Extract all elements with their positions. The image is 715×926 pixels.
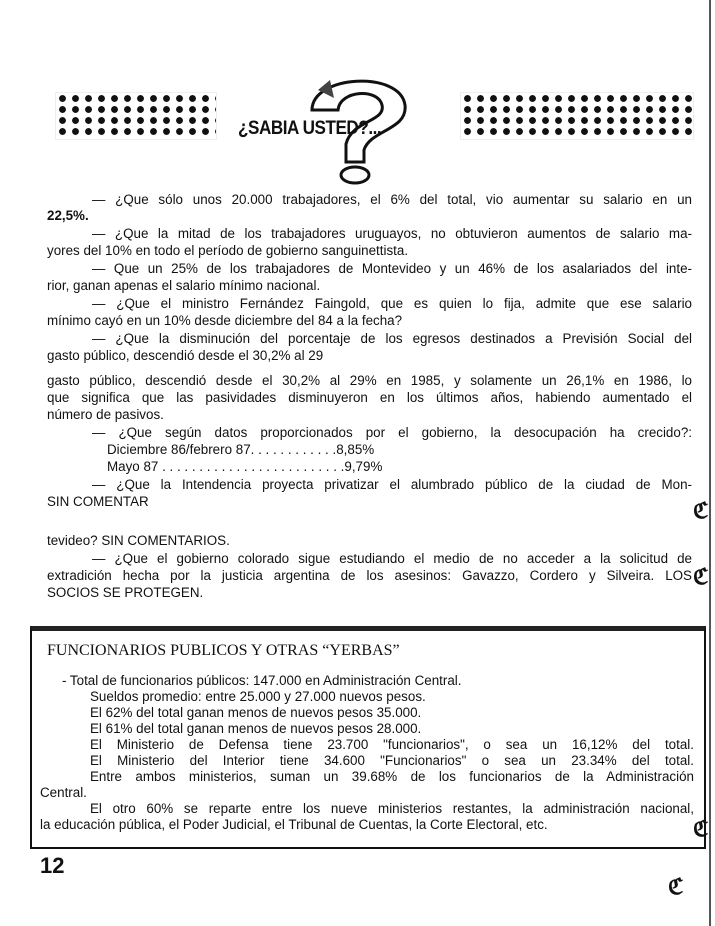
box-line: la educación pública, el Poder Judicial, el Tribunal de Cuentas, la Corte Electoral, etc. (40, 817, 548, 832)
text-line: — ¿Que según datos proporcionados por el gobierno, la desocupación ha crecido?: (92, 425, 692, 440)
box-line: El 62% del total ganan menos de nuevos pesos 35.000. (90, 705, 422, 720)
text-line: — ¿Que sólo unos 20.000 trabajadores, el 6% del total, vio aumentar su salario en un (92, 192, 692, 207)
section-title: ¿SABIA USTED?... (238, 118, 382, 139)
text-line: gasto público, descendió desde el 30,2% al 29 (47, 348, 324, 363)
c-mark-icon: ℭ (668, 874, 684, 899)
text-line: — Que un 25% de los trabajadores de Montevideo y un 46% de los asalariados del inte- (92, 261, 692, 276)
box-title: FUNCIONARIOS PUBLICOS Y OTRAS “YERBAS” (47, 642, 400, 659)
text-line: yores del 10% en todo el período de gobierno sanguinettista. (47, 243, 409, 258)
text-line: gasto público, descendió desde el 30,2% al 29% en 1985, y solamente un 26,1% en 1986, lo (47, 373, 692, 388)
text-line: — ¿Que la mitad de los trabajadores uruguayos, no obtuvieron aumentos de salario ma- (92, 226, 692, 241)
text-line: rior, ganan apenas el salario mínimo nacional. (47, 278, 321, 293)
c-mark-icon: ℭ (693, 564, 709, 589)
box-line: El 61% del total ganan menos de nuevos pesos 28.000. (90, 721, 422, 736)
box-line: El otro 60% se reparte entre los nueve ministerios restantes, la administración nacional, (90, 801, 694, 816)
text-line: — ¿Que la disminución del porcentaje de los egresos destinados a Previsión Social del (92, 331, 692, 346)
c-mark-icon: ℭ (693, 498, 709, 523)
box-line: - Total de funcionarios públicos: 147.000 en Administración Central. (62, 673, 462, 688)
stat-line: Mayo 87 . . . . . . . . . . . . . . . . . . . . . . . . .9,79% (107, 459, 383, 474)
text-line: tevideo? SIN COMENTARIOS. (47, 533, 230, 548)
box-line: Central. (40, 785, 87, 800)
text-line: — ¿Que el gobierno colorado sigue estudiando el medio de no acceder a la solicitud de (92, 551, 692, 566)
text-line: que significa que las pasividades disminuyeron en los últimos años, habiendo aumentado el (47, 390, 692, 405)
text-line: SIN COMENTAR (47, 494, 149, 509)
box-line: El Ministerio de Defensa tiene 23.700 "funcionarios", o sea un 16,12% del total. (90, 737, 694, 752)
stat-line: Diciembre 86/febrero 87. . . . . . . . . . . .8,85% (107, 442, 375, 457)
text-line: — ¿Que el ministro Fernández Faingold, que es quien lo fija, admite que ese salario (92, 296, 692, 311)
page-number: 12 (40, 853, 65, 878)
text-line: extradición hecha por la justicia argentina de los asesinos: Gavazzo, Cordero y Silveira. LOS (47, 568, 692, 583)
dot-pattern-left (55, 92, 217, 140)
scan-edge (709, 0, 711, 926)
c-mark-icon: ℭ (693, 816, 709, 841)
text-line: mínimo cayó en un 10% desde diciembre del 84 a la fecha? (47, 313, 403, 328)
box-line: Sueldos promedio: entre 25.000 y 27.000 nuevos pesos. (90, 689, 426, 704)
text-line: — ¿Que la Intendencia proyecta privatizar el alumbrado público de la ciudad de Mon- (92, 477, 692, 492)
dot-pattern-right (460, 92, 694, 140)
text-line: SOCIOS SE PROTEGEN. (47, 585, 204, 600)
text-line: número de pasivos. (47, 407, 164, 422)
box-line: El Ministerio del Interior tiene 34.600 "Funcionarios" o sea un 23.34% del total. (90, 753, 694, 768)
box-line: Entre ambos ministerios, suman un 39.68% de los funcionarios de la Administración (90, 769, 694, 784)
text-line: 22,5%. (47, 208, 89, 223)
